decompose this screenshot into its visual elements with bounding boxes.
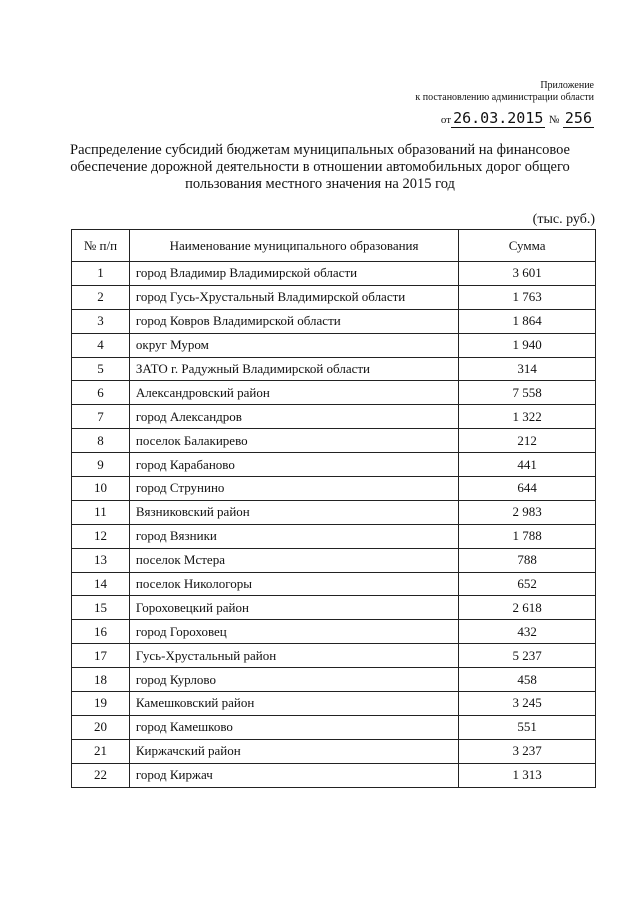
row-number: 22 bbox=[72, 763, 130, 787]
table-row bbox=[72, 309, 596, 333]
row-amount: 212 bbox=[459, 429, 596, 453]
row-number: 3 bbox=[72, 309, 130, 333]
row-municipality: поселок Балакирево bbox=[129, 429, 458, 453]
row-amount: 644 bbox=[459, 477, 596, 501]
table-row bbox=[72, 381, 596, 405]
row-municipality: город Александров bbox=[129, 405, 458, 429]
table-row bbox=[72, 405, 596, 429]
row-amount: 2 983 bbox=[459, 500, 596, 524]
row-amount: 1 313 bbox=[459, 763, 596, 787]
table-row bbox=[72, 453, 596, 477]
row-number: 2 bbox=[72, 285, 130, 309]
row-municipality: Киржачский район bbox=[129, 739, 458, 763]
row-amount: 2 618 bbox=[459, 596, 596, 620]
column-header-name: Наименование муниципального образования bbox=[129, 230, 458, 262]
row-number: 13 bbox=[72, 548, 130, 572]
document-reference bbox=[441, 109, 594, 128]
number-sign: № bbox=[548, 114, 560, 126]
row-number: 12 bbox=[72, 524, 130, 548]
row-number: 9 bbox=[72, 453, 130, 477]
unit-label: (тыс. руб.) bbox=[532, 212, 595, 227]
table-row bbox=[72, 644, 596, 668]
table-row bbox=[72, 477, 596, 501]
row-number: 17 bbox=[72, 644, 130, 668]
row-number: 11 bbox=[72, 500, 130, 524]
row-municipality: Александровский район bbox=[129, 381, 458, 405]
table-row bbox=[72, 596, 596, 620]
table-row bbox=[72, 429, 596, 453]
row-amount: 788 bbox=[459, 548, 596, 572]
column-header-number: № п/п bbox=[72, 230, 130, 262]
table-row bbox=[72, 357, 596, 381]
table-row bbox=[72, 333, 596, 357]
title-line-2: обеспечение дорожной деятельности в отношении автомобильных дорог общего bbox=[70, 159, 570, 175]
document-number: 256 bbox=[564, 109, 592, 127]
row-municipality: город Гусь-Хрустальный Владимирской области bbox=[129, 285, 458, 309]
column-header-sum: Сумма bbox=[459, 230, 596, 262]
row-amount: 1 864 bbox=[459, 309, 596, 333]
row-amount: 1 788 bbox=[459, 524, 596, 548]
row-number: 1 bbox=[72, 262, 130, 286]
row-municipality: город Владимир Владимирской области bbox=[129, 262, 458, 286]
row-amount: 314 bbox=[459, 357, 596, 381]
appendix-resolution: к постановлению администрации области bbox=[415, 92, 594, 103]
table-row bbox=[72, 572, 596, 596]
table-row bbox=[72, 524, 596, 548]
table-row bbox=[72, 262, 596, 286]
title-line-1: Распределение субсидий бюджетам муниципальных образований на финансовое bbox=[70, 142, 570, 158]
row-municipality: город Ковров Владимирской области bbox=[129, 309, 458, 333]
row-municipality: Гусь-Хрустальный район bbox=[129, 644, 458, 668]
row-number: 7 bbox=[72, 405, 130, 429]
row-amount: 432 bbox=[459, 620, 596, 644]
row-amount: 1 763 bbox=[459, 285, 596, 309]
row-municipality: город Киржач bbox=[129, 763, 458, 787]
row-amount: 652 bbox=[459, 572, 596, 596]
row-amount: 551 bbox=[459, 715, 596, 739]
row-municipality: город Камешково bbox=[129, 715, 458, 739]
table-row bbox=[72, 715, 596, 739]
row-number: 4 bbox=[72, 333, 130, 357]
row-municipality: Гороховецкий район bbox=[129, 596, 458, 620]
row-municipality: округ Муром bbox=[129, 333, 458, 357]
row-number: 15 bbox=[72, 596, 130, 620]
row-municipality: поселок Никологоры bbox=[129, 572, 458, 596]
row-number: 5 bbox=[72, 357, 130, 381]
row-number: 10 bbox=[72, 477, 130, 501]
table-row bbox=[72, 763, 596, 787]
table-row bbox=[72, 285, 596, 309]
row-municipality: город Струнино bbox=[129, 477, 458, 501]
table-row bbox=[72, 692, 596, 716]
row-amount: 3 245 bbox=[459, 692, 596, 716]
table-row bbox=[72, 620, 596, 644]
row-number: 21 bbox=[72, 739, 130, 763]
row-number: 16 bbox=[72, 620, 130, 644]
row-municipality: город Вязники bbox=[129, 524, 458, 548]
date-prefix: от bbox=[440, 114, 452, 126]
row-amount: 441 bbox=[459, 453, 596, 477]
appendix-block bbox=[415, 80, 594, 104]
table-row bbox=[72, 500, 596, 524]
document-date: 26.03.2015 bbox=[453, 109, 544, 127]
table-row bbox=[72, 668, 596, 692]
row-number: 19 bbox=[72, 692, 130, 716]
row-amount: 1 322 bbox=[459, 405, 596, 429]
row-number: 18 bbox=[72, 668, 130, 692]
row-amount: 458 bbox=[459, 668, 596, 692]
table-row bbox=[72, 548, 596, 572]
row-amount: 3 237 bbox=[459, 739, 596, 763]
row-number: 20 bbox=[72, 715, 130, 739]
row-municipality: Камешковский район bbox=[129, 692, 458, 716]
row-amount: 7 558 bbox=[459, 381, 596, 405]
title-line-3: пользования местного значения на 2015 год bbox=[185, 176, 455, 192]
row-number: 8 bbox=[72, 429, 130, 453]
row-amount: 3 601 bbox=[459, 262, 596, 286]
row-number: 14 bbox=[72, 572, 130, 596]
appendix-label: Приложение bbox=[540, 80, 594, 91]
row-amount: 5 237 bbox=[459, 644, 596, 668]
row-municipality: поселок Мстера bbox=[129, 548, 458, 572]
row-municipality: город Гороховец bbox=[129, 620, 458, 644]
row-municipality: город Карабаново bbox=[129, 453, 458, 477]
row-municipality: ЗАТО г. Радужный Владимирской области bbox=[129, 357, 458, 381]
page-title bbox=[40, 142, 600, 193]
row-municipality: Вязниковский район bbox=[129, 500, 458, 524]
row-amount: 1 940 bbox=[459, 333, 596, 357]
row-municipality: город Курлово bbox=[129, 668, 458, 692]
row-number: 6 bbox=[72, 381, 130, 405]
table-row bbox=[72, 739, 596, 763]
table-header-row bbox=[72, 230, 596, 262]
subsidy-table bbox=[71, 229, 596, 788]
